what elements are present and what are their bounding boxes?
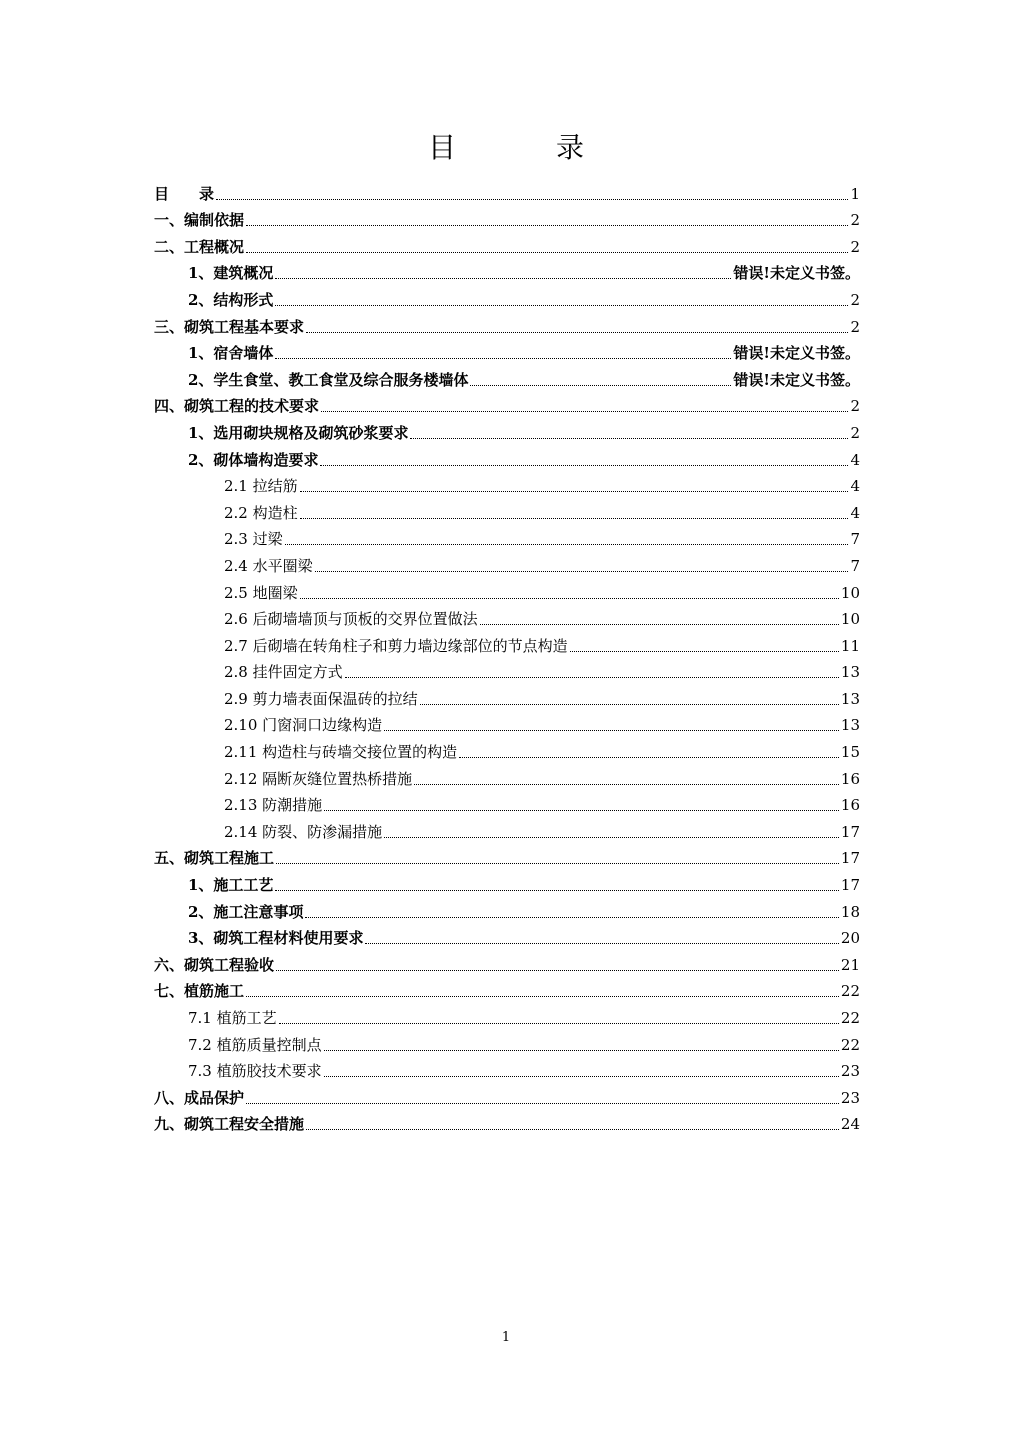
toc-entry[interactable] xyxy=(154,1000,860,1027)
toc-title: 目 录 xyxy=(427,131,620,164)
toc-entry-page: 4 xyxy=(850,503,860,522)
toc-entry-page: 18 xyxy=(840,902,860,921)
toc-dot-leader xyxy=(275,277,731,279)
toc-entry[interactable] xyxy=(154,602,860,629)
toc-entry[interactable] xyxy=(154,1027,860,1054)
toc-dot-leader xyxy=(570,650,839,652)
toc-dot-leader xyxy=(246,1102,839,1104)
toc-dot-leader xyxy=(246,251,848,253)
toc-entry-page: 1 xyxy=(850,184,860,203)
toc-entry-label: 一、编制依据 xyxy=(154,211,245,230)
toc-entry-page: 7 xyxy=(850,530,860,549)
toc-entry[interactable] xyxy=(154,362,860,389)
toc-entry[interactable] xyxy=(154,415,860,442)
toc-dot-leader xyxy=(306,1128,839,1130)
toc-dot-leader xyxy=(480,623,839,625)
toc-entry[interactable] xyxy=(154,1107,860,1134)
toc-entry-label: 四、砌筑工程的技术要求 xyxy=(154,397,320,416)
toc-entry-label: 2、结构形式 xyxy=(188,290,274,309)
toc-entry-page: 2 xyxy=(850,290,860,309)
toc-entry[interactable] xyxy=(154,256,860,283)
toc-dot-leader xyxy=(285,543,849,545)
toc-entry-label: 2.12 隔断灰缝位置热桥措施 xyxy=(224,769,413,788)
toc-entry-page: 4 xyxy=(850,450,860,469)
toc-entry-label: 目 录 xyxy=(154,184,215,203)
toc-entry-page: 16 xyxy=(840,769,860,788)
toc-entry-page: 13 xyxy=(840,663,860,682)
toc-entry[interactable] xyxy=(154,681,860,708)
toc-entry-label: 2、施工注意事项 xyxy=(188,902,304,921)
toc-entry-label: 三、砌筑工程基本要求 xyxy=(154,317,305,336)
toc-entry-page: 23 xyxy=(840,1088,860,1107)
toc-entry[interactable] xyxy=(154,469,860,496)
toc-entry[interactable] xyxy=(154,229,860,256)
toc-entry-page: 错误!未定义书签。 xyxy=(733,344,860,363)
toc-entry-label: 六、砌筑工程验收 xyxy=(154,955,275,974)
toc-entry-label: 八、成品保护 xyxy=(154,1088,245,1107)
toc-entry[interactable] xyxy=(154,841,860,868)
toc-dot-leader xyxy=(276,862,839,864)
toc-entry-page: 24 xyxy=(840,1115,860,1134)
table-of-contents xyxy=(154,176,860,1133)
toc-entry-page: 7 xyxy=(850,556,860,575)
toc-entry[interactable] xyxy=(154,336,860,363)
toc-entry-page: 13 xyxy=(840,689,860,708)
toc-dot-leader xyxy=(275,357,731,359)
toc-dot-leader xyxy=(470,384,731,386)
toc-entry[interactable] xyxy=(154,575,860,602)
toc-entry-label: 2.13 防潮措施 xyxy=(224,796,323,815)
toc-entry-label: 2.4 水平圈梁 xyxy=(224,556,313,575)
toc-entry[interactable] xyxy=(154,1054,860,1081)
toc-entry-label: 7.2 植筋质量控制点 xyxy=(188,1035,322,1054)
toc-entry[interactable] xyxy=(154,1080,860,1107)
toc-entry-page: 错误!未定义书签。 xyxy=(733,370,860,389)
toc-entry-label: 2.9 剪力墙表面保温砖的拉结 xyxy=(224,689,418,708)
toc-entry-label: 2、学生食堂、教工食堂及综合服务楼墙体 xyxy=(188,370,469,389)
toc-dot-leader xyxy=(279,1022,839,1024)
toc-entry[interactable] xyxy=(154,894,860,921)
toc-entry-page: 2 xyxy=(850,237,860,256)
toc-entry-page: 17 xyxy=(840,876,860,895)
toc-entry-label: 2.2 构造柱 xyxy=(224,503,298,522)
toc-dot-leader xyxy=(324,809,839,811)
toc-entry[interactable] xyxy=(154,548,860,575)
toc-dot-leader xyxy=(315,570,849,572)
toc-dot-leader xyxy=(321,410,848,412)
toc-dot-leader xyxy=(276,969,839,971)
toc-dot-leader xyxy=(306,331,848,333)
toc-entry[interactable] xyxy=(154,203,860,230)
toc-entry-page: 15 xyxy=(840,743,860,762)
page-number: 1 xyxy=(501,1330,511,1345)
toc-dot-leader xyxy=(300,517,849,519)
toc-entry-page: 错误!未定义书签。 xyxy=(733,264,860,283)
toc-entry-label: 3、砌筑工程材料使用要求 xyxy=(188,929,364,948)
toc-entry-page: 13 xyxy=(840,716,860,735)
toc-entry[interactable] xyxy=(154,921,860,948)
toc-dot-leader xyxy=(420,703,839,705)
toc-entry-label: 1、宿舍墙体 xyxy=(188,344,274,363)
toc-entry-label: 五、砌筑工程施工 xyxy=(154,849,275,868)
toc-entry-label: 1、施工工艺 xyxy=(188,876,274,895)
toc-entry-label: 7.1 植筋工艺 xyxy=(188,1009,277,1027)
toc-entry[interactable] xyxy=(154,495,860,522)
toc-entry[interactable] xyxy=(154,628,860,655)
toc-dot-leader xyxy=(246,224,848,226)
toc-entry[interactable] xyxy=(154,947,860,974)
toc-dot-leader xyxy=(275,304,848,306)
toc-entry-page: 22 xyxy=(840,982,860,1001)
toc-entry[interactable] xyxy=(154,708,860,735)
toc-entry-page: 20 xyxy=(840,929,860,948)
toc-entry-page: 21 xyxy=(840,955,860,974)
toc-entry-label: 2.8 挂件固定方式 xyxy=(224,663,343,682)
toc-entry[interactable] xyxy=(154,788,860,815)
toc-dot-leader xyxy=(324,1075,839,1077)
toc-entry-label: 2、砌体墙构造要求 xyxy=(188,450,319,469)
toc-entry[interactable] xyxy=(154,282,860,309)
toc-dot-leader xyxy=(384,836,839,838)
toc-entry[interactable] xyxy=(154,814,860,841)
toc-dot-leader xyxy=(345,676,839,678)
toc-entry[interactable] xyxy=(154,734,860,761)
toc-entry-page: 23 xyxy=(840,1062,860,1081)
toc-entry-label: 2.10 门窗洞口边缘构造 xyxy=(224,716,383,735)
toc-entry-label: 2.5 地圈梁 xyxy=(224,583,298,602)
toc-dot-leader xyxy=(246,995,839,997)
toc-entry-page: 2 xyxy=(850,423,860,442)
toc-entry-label: 2.7 后砌墙在转角柱子和剪力墙边缘部位的节点构造 xyxy=(224,636,568,655)
toc-entry-page: 2 xyxy=(850,397,860,416)
toc-dot-leader xyxy=(410,437,848,439)
toc-entry[interactable] xyxy=(154,867,860,894)
toc-entry-page: 17 xyxy=(840,849,860,868)
toc-entry-label: 1、选用砌块规格及砌筑砂浆要求 xyxy=(188,423,409,442)
toc-entry[interactable] xyxy=(154,309,860,336)
toc-entry-label: 2.3 过梁 xyxy=(224,530,283,549)
toc-entry-label: 7.3 植筋胶技术要求 xyxy=(188,1062,322,1081)
toc-entry-page: 2 xyxy=(850,317,860,336)
toc-dot-leader xyxy=(300,597,839,599)
toc-entry-label: 九、砌筑工程安全措施 xyxy=(154,1115,305,1134)
toc-entry-page: 11 xyxy=(840,636,860,655)
toc-dot-leader xyxy=(414,783,839,785)
toc-entry-label: 2.11 构造柱与砖墙交接位置的构造 xyxy=(224,743,458,762)
toc-dot-leader xyxy=(216,198,848,200)
toc-dot-leader xyxy=(324,1049,839,1051)
toc-dot-leader xyxy=(275,889,838,891)
toc-entry-label: 2.1 拉结筋 xyxy=(224,477,298,496)
toc-entry[interactable] xyxy=(154,974,860,1001)
toc-entry-label: 二、工程概况 xyxy=(154,237,245,256)
toc-entry[interactable] xyxy=(154,389,860,416)
toc-dot-leader xyxy=(365,942,838,944)
toc-entry-label: 2.6 后砌墙墙顶与顶板的交界位置做法 xyxy=(224,610,478,629)
toc-entry-page: 10 xyxy=(840,610,860,629)
toc-entry[interactable] xyxy=(154,176,860,203)
toc-dot-leader xyxy=(300,490,849,492)
toc-dot-leader xyxy=(459,756,839,758)
toc-entry-label: 七、植筋施工 xyxy=(154,982,245,1001)
toc-dot-leader xyxy=(384,729,839,731)
toc-entry-page: 4 xyxy=(850,477,860,496)
toc-entry-page: 22 xyxy=(840,1035,860,1054)
toc-entry-page: 16 xyxy=(840,796,860,815)
toc-entry-label: 2.14 防裂、防渗漏措施 xyxy=(224,822,383,841)
toc-entry[interactable] xyxy=(154,761,860,788)
toc-entry-page: 2 xyxy=(850,211,860,230)
toc-entry[interactable] xyxy=(154,442,860,469)
toc-entry-page: 22 xyxy=(840,1009,860,1027)
toc-entry-label: 1、建筑概况 xyxy=(188,264,274,283)
toc-entry-page: 10 xyxy=(840,583,860,602)
toc-entry-page: 17 xyxy=(840,822,860,841)
toc-entry[interactable] xyxy=(154,522,860,549)
toc-dot-leader xyxy=(320,464,848,466)
toc-entry[interactable] xyxy=(154,655,860,682)
toc-dot-leader xyxy=(305,916,838,918)
